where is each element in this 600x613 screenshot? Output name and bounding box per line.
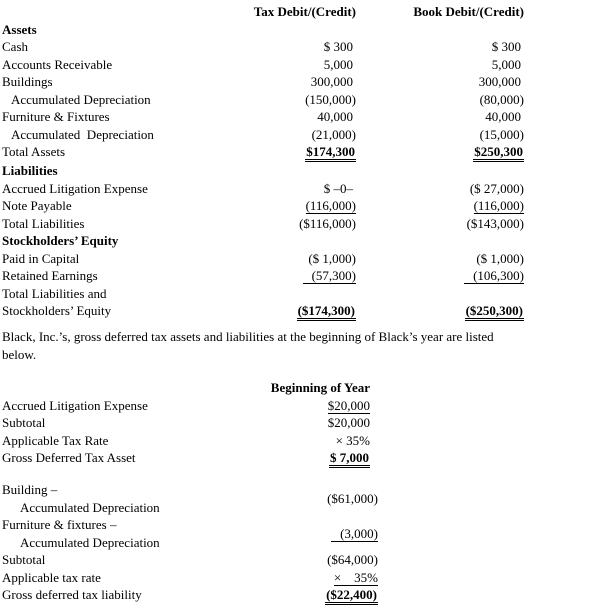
row-applicable-tax-rate-asset [2, 432, 370, 450]
row-furniture-accumulated-depreciation [2, 126, 524, 144]
row-accrued-litigation-expense-boy [2, 397, 370, 415]
row-label: Buildings [2, 74, 53, 89]
book-value: (106,300) [464, 268, 524, 284]
section-label: Assets [2, 21, 37, 37]
book-total-value: $250,300 [473, 144, 524, 162]
row-accounts-receivable [2, 56, 524, 74]
row-value: (3,000) [331, 526, 378, 542]
book-value: 40,000 [485, 109, 521, 124]
row-value: $20,000 [327, 415, 370, 430]
row-label: Retained Earnings [2, 268, 98, 283]
book-value: $ 300 [491, 39, 521, 54]
deferred-tax-asset-table [2, 379, 370, 468]
row-label: Gross Deferred Tax Asset [2, 450, 136, 465]
row-building-line1 [2, 481, 378, 499]
section-label: Liabilities [2, 163, 58, 178]
row-total-value: $ 7,000 [329, 450, 370, 468]
tax-value: $ –0– [323, 180, 353, 196]
row-subtotal-liability [2, 551, 378, 569]
row-total-assets [2, 143, 524, 162]
book-value: (80,000) [479, 91, 524, 107]
row-label: Accrued Litigation Expense [2, 397, 148, 413]
tax-total-value: $174,300 [305, 144, 356, 162]
row-furniture-line1 [2, 516, 378, 534]
row-note-payable [2, 197, 524, 215]
row-label: Paid in Capital [2, 250, 80, 266]
column-header-row [2, 3, 524, 21]
tax-value: ($116,000) [299, 215, 356, 231]
row-label: Accumulated Depreciation [11, 126, 154, 142]
row-assets-header [2, 21, 524, 39]
row-label: Accumulated Depreciation [20, 534, 160, 550]
row-total-liabilities [2, 215, 524, 233]
beginning-of-year-header-row [2, 379, 370, 397]
intro-paragraph [2, 328, 600, 363]
row-total-value: ($22,400) [325, 587, 378, 605]
row-total-liabilities-and-equity-line2 [2, 302, 524, 321]
balance-sheet-table [2, 3, 524, 321]
row-label: Stockholders’ Equity [2, 303, 112, 318]
book-value: (116,000) [473, 198, 524, 213]
row-liabilities-header [2, 162, 524, 180]
row-label: Furniture & fixtures – [2, 517, 117, 532]
beginning-of-year-header: Beginning of Year [270, 380, 370, 395]
row-buildings [2, 73, 524, 91]
row-label: Furniture & Fixtures [2, 109, 110, 124]
tax-value: 40,000 [317, 109, 353, 124]
row-value: × 35% [335, 432, 370, 448]
row-label: Applicable Tax Rate [2, 432, 109, 448]
section-label: Stockholders’ Equity [2, 233, 119, 248]
row-label: Subtotal [2, 415, 46, 430]
tax-column-header: Tax Debit/(Credit) [253, 4, 356, 19]
row-label: Gross deferred tax liability [2, 587, 142, 602]
header-spacer [2, 3, 230, 21]
row-stockholders-equity-header [2, 232, 524, 250]
row-value: ($61,000) [327, 490, 378, 506]
book-value: 5,000 [491, 56, 521, 72]
intro-paragraph-line2: below. [2, 346, 37, 362]
row-label: Accumulated Depreciation [20, 499, 160, 515]
row-label: Note Payable [2, 198, 72, 213]
row-value: $20,000 [327, 397, 370, 413]
row-label: Cash [2, 39, 28, 54]
row-label: Total Assets [2, 144, 66, 159]
tax-value: (150,000) [305, 91, 356, 107]
book-value: (15,000) [479, 126, 524, 142]
tax-value: (21,000) [311, 126, 356, 142]
row-buildings-accumulated-depreciation [2, 91, 524, 109]
row-total-liabilities-and-equity-line1 [2, 285, 524, 303]
book-column-header: Book Debit/(Credit) [413, 4, 524, 19]
book-value: ($143,000) [466, 215, 524, 231]
row-applicable-tax-rate-liability [2, 569, 378, 587]
deferred-tax-liability-table [2, 481, 378, 605]
row-subtotal-asset [2, 414, 370, 432]
row-label: Building – [2, 482, 58, 497]
row-label: Accounts Receivable [2, 56, 113, 72]
tax-value: 300,000 [310, 74, 353, 89]
book-value: ($ 27,000) [469, 180, 524, 196]
tax-value: (116,000) [305, 198, 356, 213]
tax-value: 5,000 [323, 56, 353, 72]
row-gross-deferred-tax-liability [2, 586, 378, 605]
tax-value: ($ 1,000) [308, 250, 356, 266]
row-gross-deferred-tax-asset [2, 449, 370, 468]
book-value: 300,000 [478, 74, 521, 89]
tax-value: (57,300) [303, 268, 356, 284]
tax-value: $ 300 [323, 39, 353, 54]
book-value: ($ 1,000) [476, 250, 524, 266]
row-label: Total Liabilities [2, 215, 85, 231]
intro-paragraph-line1: Black, Inc.’s, gross deferred tax assets and liabilities at the beginning of Black’s year are listed [2, 329, 494, 344]
row-accrued-litigation-expense [2, 180, 524, 198]
row-label: Total Liabilities and [2, 285, 107, 301]
row-label: Accumulated Depreciation [11, 91, 151, 107]
tax-total-value: ($174,300) [297, 303, 356, 321]
row-cash [2, 38, 524, 56]
row-label: Accrued Litigation Expense [2, 180, 148, 196]
row-label: Subtotal [2, 552, 46, 567]
row-retained-earnings [2, 267, 524, 285]
row-value: × 35% [333, 569, 378, 585]
row-value: ($64,000) [327, 552, 378, 567]
row-furniture-fixtures [2, 108, 524, 126]
row-label: Applicable tax rate [2, 569, 101, 585]
row-paid-in-capital [2, 250, 524, 268]
book-total-value: ($250,300) [465, 303, 524, 321]
